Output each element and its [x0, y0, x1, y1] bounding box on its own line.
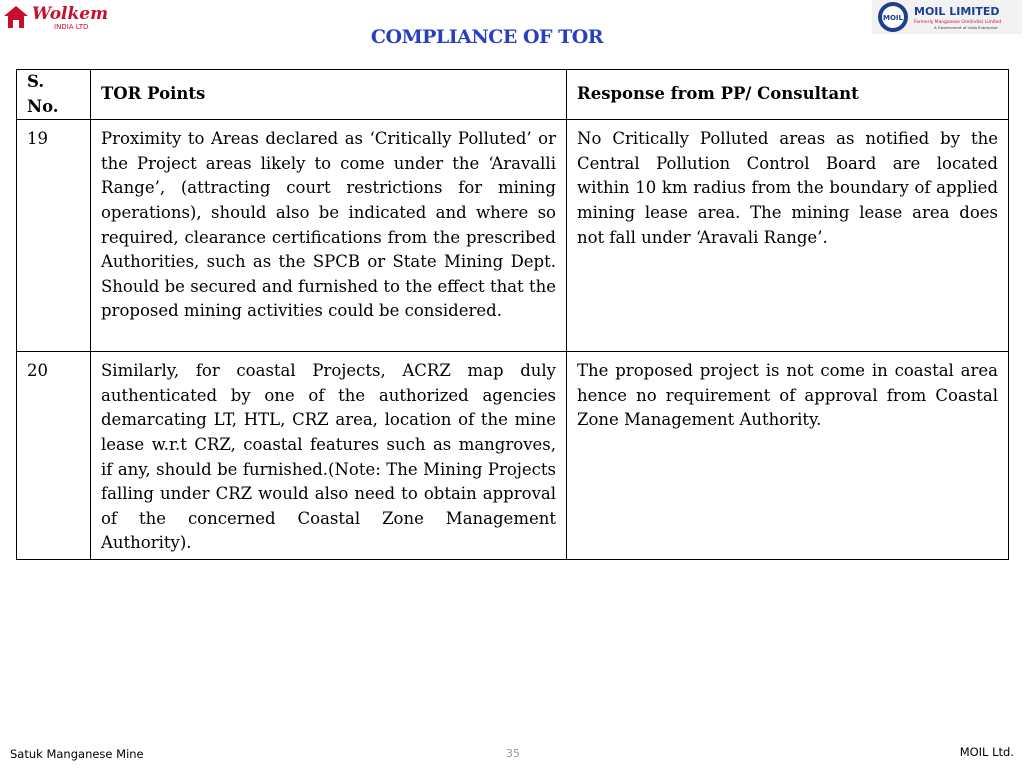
table-row [17, 120, 1009, 352]
moil-logo-tagline: Formerly Manganese Ore(India) Limited [914, 20, 1002, 25]
row-sno: 20 [17, 352, 91, 560]
header-response: Response from PP/ Consultant [567, 70, 1009, 120]
page-title: COMPLIANCE OF TOR [370, 26, 604, 48]
moil-logo-badge: MOIL [883, 14, 903, 22]
header-tor-points: TOR Points [91, 70, 567, 120]
footer-company: MOIL Ltd. [959, 745, 1014, 759]
wolkem-logo-text: Wolkem [32, 4, 109, 24]
row-sno: 19 [17, 120, 91, 352]
row-tor-point: Similarly, for coastal Projects, ACRZ map duly authenticated by one of the authorized agencies demarcating LT, HTL, CRZ area, location of the mine lease w.r.t CRZ, coastal features such as mangroves, if any, should be furnished.(Note: The Mining Projects falling under CRZ would also need to obtain approval of the concerned Coastal Zone Management Authority). [91, 352, 567, 560]
wolkem-logo-subtext: INDIA LTD [54, 23, 89, 31]
table-row [17, 352, 1009, 560]
footer-page-number: 35 [506, 747, 520, 760]
compliance-table [16, 69, 1009, 560]
table-header-row [17, 70, 1009, 120]
moil-logo-text: MOIL LIMITED [914, 5, 1000, 18]
footer-mine-name: Satuk Manganese Mine [10, 747, 144, 761]
row-response: The proposed project is not come in coastal area hence no requirement of approval from Coastal Zone Management Authority. [567, 352, 1009, 560]
row-response: No Critically Polluted areas as notified by the Central Pollution Control Board are located within 10 km radius from the boundary of applied mining lease area. The mining lease area does not fall under ‘Aravali Range’. [567, 120, 1009, 352]
moil-logo-tagline2: A Government of India Enterprise [934, 25, 998, 30]
row-tor-point: Proximity to Areas declared as ‘Critically Polluted’ or the Project areas likely to come under the ‘Aravalli Range’, (attracting court restrictions for mining operations), should also be indicated and where so required, clearance certifications from the prescribed Authorities, such as the SPCB or State Mining Dept. Should be secured and furnished to the effect that the proposed mining activities could be considered. [91, 120, 567, 352]
header-sno: S. No. [17, 70, 91, 120]
